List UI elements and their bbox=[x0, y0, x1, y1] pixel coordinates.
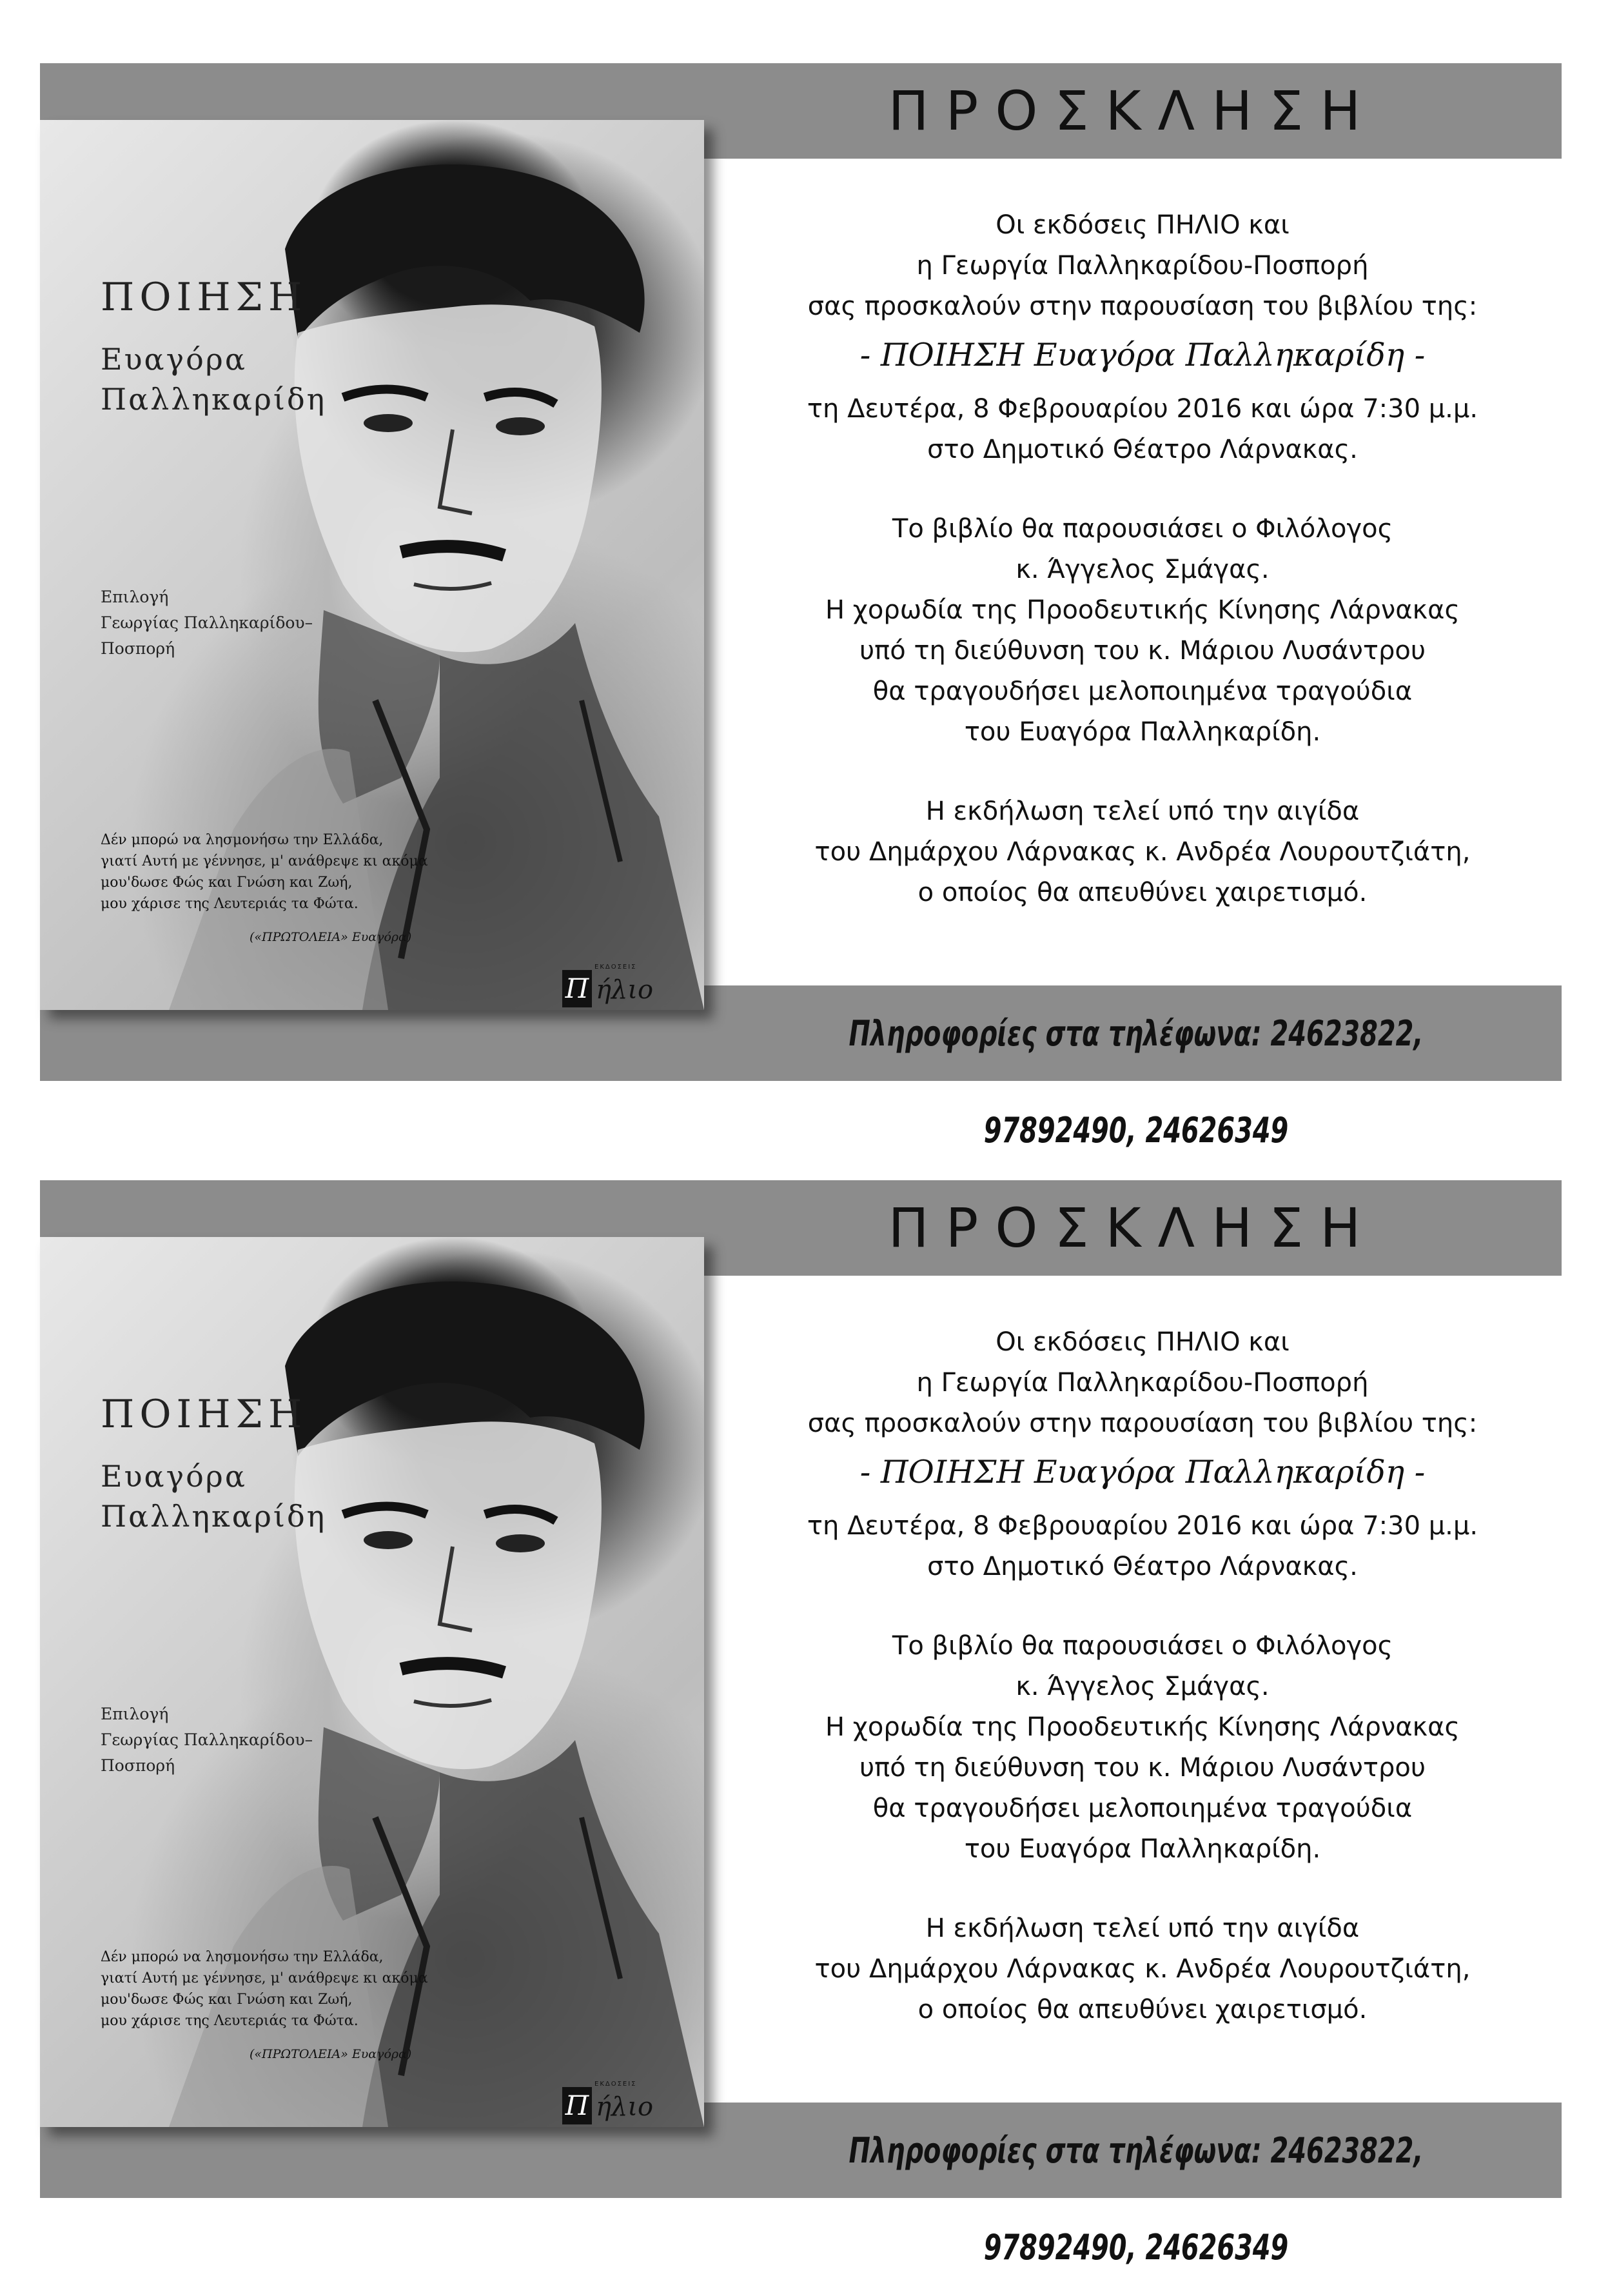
cover-author bbox=[101, 339, 371, 419]
event-venue: στο Δημοτικό Θέατρο Λάρνακας. bbox=[927, 435, 1358, 464]
cover-quote-source: («ΠΡΩΤΟΛΕΙΑ» Ευαγόρα) bbox=[250, 2047, 412, 2061]
text-line: Η χορωδία της Προοδευτικής Κίνησης Λάρνακας bbox=[825, 1712, 1460, 1742]
cover-author-line: Ευαγόρα bbox=[101, 1459, 247, 1494]
event-date: τη Δευτέρα, 8 Φεβρουαρίου 2016 και ώρα 7:30 μ.μ. bbox=[807, 1511, 1478, 1541]
text-line: Η εκδήλωση τελεί υπό την αιγίδα bbox=[925, 1914, 1360, 1943]
text-line: ο οποίος θα απευθύνει χαιρετισμό. bbox=[917, 1995, 1368, 2024]
text-line: του Δημάρχου Λάρνακας κ. Ανδρέα Λουρουτζιάτη, bbox=[814, 1954, 1471, 1984]
cover-quote-line: γιατί Αυτή με γέννησε, μ' ανάθρεψε κι ακόμα bbox=[101, 853, 428, 869]
invitation-text bbox=[723, 1322, 1562, 2030]
cover-editor-line: Γεωργίας Παλληκαρίδου– bbox=[101, 613, 313, 632]
text-line: του Δημάρχου Λάρνακας κ. Ανδρέα Λουρουτζιάτη, bbox=[814, 837, 1471, 867]
publisher-logo-small: ΕΚΔΟΣΕΙΣ bbox=[594, 2081, 637, 2088]
cover-quote-line: μου χάρισε της Λευτεριάς τα Φώτα. bbox=[101, 2013, 358, 2029]
cover-author-line: Παλληκαρίδη bbox=[101, 382, 327, 417]
cover-author bbox=[101, 1456, 371, 1536]
cover-quote-source: («ΠΡΩΤΟΛΕΙΑ» Ευαγόρα) bbox=[250, 930, 412, 944]
cover-editor-line: Ποσπορή bbox=[101, 1756, 175, 1775]
cover-quote-line: γιατί Αυτή με γέννησε, μ' ανάθρεψε κι ακόμα bbox=[101, 1970, 428, 1986]
cover-quote-line: μου'δωσε Φώς και Γνώση και Ζωή, bbox=[101, 875, 353, 891]
text-line: θα τραγουδήσει μελοποιημένα τραγούδια bbox=[872, 1794, 1413, 1823]
invitation-heading: ΠΡΟΣΚΛΗΣΗ bbox=[888, 79, 1378, 143]
text-line: Το βιβλίο θα παρουσιάσει ο Φιλόλογος bbox=[892, 514, 1393, 544]
text-line: θα τραγουδήσει μελοποιημένα τραγούδια bbox=[872, 677, 1413, 706]
event-venue: στο Δημοτικό Θέατρο Λάρνακας. bbox=[927, 1552, 1358, 1581]
book-title-line: - ΠΟΙΗΣΗ Ευαγόρα Παλληκαρίδη - bbox=[859, 337, 1426, 373]
cover-title: ΠΟΙΗΣΗ bbox=[101, 1392, 308, 1437]
book-cover bbox=[40, 1237, 704, 2127]
invitation-heading: ΠΡΟΣΚΛΗΣΗ bbox=[888, 1196, 1378, 1260]
phone-info: Πληροφορίες στα τηλέφωνα: 24623822, 97892490, 24626349 bbox=[849, 1013, 1424, 1151]
book-title-line: - ΠΟΙΗΣΗ Ευαγόρα Παλληκαρίδη - bbox=[859, 1454, 1426, 1490]
invitation-text bbox=[723, 205, 1562, 913]
cover-title: ΠΟΙΗΣΗ bbox=[101, 275, 308, 320]
invitation-card-2 bbox=[40, 1180, 1562, 2268]
text-line: σας προσκαλούν στην παρουσίαση του βιβλίου της: bbox=[807, 1409, 1478, 1438]
event-date: τη Δευτέρα, 8 Φεβρουαρίου 2016 και ώρα 7:30 μ.μ. bbox=[807, 394, 1478, 424]
text-line: Οι εκδόσεις ΠΗΛΙΟ και bbox=[996, 210, 1290, 240]
publisher-logo-small: ΕΚΔΟΣΕΙΣ bbox=[594, 964, 637, 971]
cover-quote bbox=[101, 1946, 462, 2032]
text-line: κ. Άγγελος Σμάγας. bbox=[1015, 555, 1270, 584]
publisher-logo-mark: Π bbox=[562, 970, 592, 1007]
cover-quote-line: μου χάρισε της Λευτεριάς τα Φώτα. bbox=[101, 896, 358, 912]
text-line: του Ευαγόρα Παλληκαρίδη. bbox=[964, 717, 1321, 747]
cover-editor-line: Επιλογή bbox=[101, 1705, 169, 1723]
cover-editor-line: Ποσπορή bbox=[101, 639, 175, 658]
text-line: του Ευαγόρα Παλληκαρίδη. bbox=[964, 1834, 1321, 1864]
text-line: ο οποίος θα απευθύνει χαιρετισμό. bbox=[917, 878, 1368, 907]
publisher-logo bbox=[562, 964, 665, 1010]
book-cover bbox=[40, 120, 704, 1010]
cover-quote-line: Δέν μπορώ να λησμονήσω την Ελλάδα, bbox=[101, 832, 384, 848]
cover-quote-line: μου'δωσε Φώς και Γνώση και Ζωή, bbox=[101, 1992, 353, 2008]
cover-author-line: Ευαγόρα bbox=[101, 342, 247, 377]
publisher-logo bbox=[562, 2081, 665, 2127]
invitation-card-1 bbox=[40, 63, 1562, 1151]
cover-editor bbox=[101, 584, 358, 662]
text-line: υπό τη διεύθυνση του κ. Μάριου Λυσάντρου bbox=[859, 636, 1426, 666]
cover-editor-line: Γεωργίας Παλληκαρίδου– bbox=[101, 1730, 313, 1749]
text-line: η Γεωργία Παλληκαρίδου-Ποσπορή bbox=[916, 1368, 1369, 1398]
cover-author-line: Παλληκαρίδη bbox=[101, 1499, 327, 1534]
text-line: Η χορωδία της Προοδευτικής Κίνησης Λάρνακας bbox=[825, 595, 1460, 625]
cover-editor bbox=[101, 1701, 358, 1779]
publisher-logo-mark: Π bbox=[562, 2087, 592, 2124]
text-line: η Γεωργία Παλληκαρίδου-Ποσπορή bbox=[916, 251, 1369, 281]
text-line: Το βιβλίο θα παρουσιάσει ο Φιλόλογος bbox=[892, 1631, 1393, 1661]
cover-editor-line: Επιλογή bbox=[101, 588, 169, 606]
cover-quote bbox=[101, 829, 462, 915]
cover-quote-line: Δέν μπορώ να λησμονήσω την Ελλάδα, bbox=[101, 1949, 384, 1965]
text-line: Οι εκδόσεις ΠΗΛΙΟ και bbox=[996, 1327, 1290, 1357]
text-line: υπό τη διεύθυνση του κ. Μάριου Λυσάντρου bbox=[859, 1753, 1426, 1783]
text-line: κ. Άγγελος Σμάγας. bbox=[1015, 1672, 1270, 1701]
publisher-logo-name: ήλιο bbox=[596, 2092, 654, 2122]
publisher-logo-name: ήλιο bbox=[596, 975, 654, 1005]
phone-info: Πληροφορίες στα τηλέφωνα: 24623822, 97892490, 24626349 bbox=[849, 2130, 1424, 2268]
text-line: Η εκδήλωση τελεί υπό την αιγίδα bbox=[925, 797, 1360, 826]
text-line: σας προσκαλούν στην παρουσίαση του βιβλίου της: bbox=[807, 292, 1478, 321]
